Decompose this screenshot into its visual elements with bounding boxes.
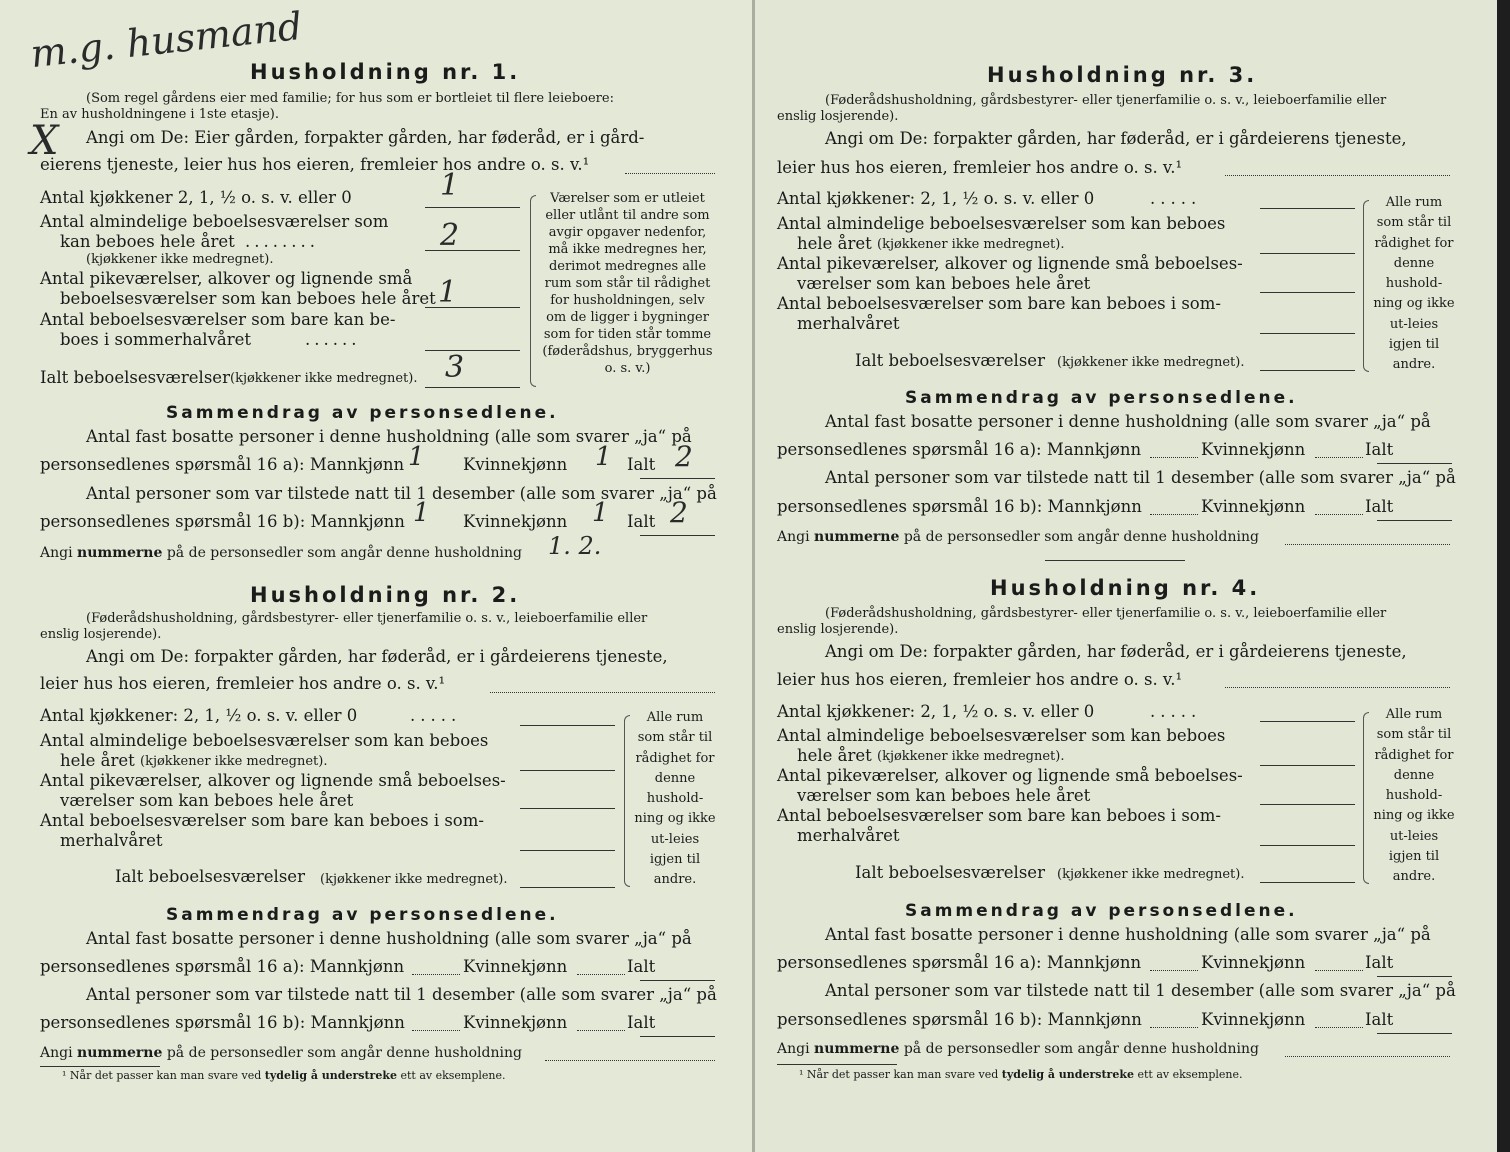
h2-note-line2: enslig losjerende). [40,627,162,642]
h2-ask-line2: leier hus hos eieren, fremleier hos andre o. s. v.¹ [40,674,446,693]
h2-16a-female-label: Kvinnekjønn [463,957,568,976]
h1-ask-line2: eierens tjeneste, leier hus hos eieren, fremleier hos andre o. s. v.¹ [40,155,590,174]
h4-sum-b-line1: Antal personer som var tilstede natt til 1 desember (alle som svarer „ja“ på [825,981,1456,1000]
h2-sum-a-line1: Antal fast bosatte personer i denne husholdning (alle som svarer „ja“ på [86,929,692,948]
h2-rooms-line1: Antal almindelige beboelsesværelser som kan beboes [40,731,489,750]
h3-16b-total-label: Ialt [1365,497,1394,516]
h3-16a-total-label: Ialt [1365,440,1394,459]
h1-16b-male: 1 [413,498,430,528]
h2-note-line1: (Føderådshusholdning, gårdsbestyrer- eller tjenerfamilie o. s. v., leieboerfamilie eller [86,611,648,626]
h1-sum-title: Sammendrag av personsedlene. [166,403,559,423]
h4-rooms-note: (kjøkkener ikke medregnet). [877,749,1065,764]
h2-total-note: (kjøkkener ikke medregnet). [320,872,508,887]
h1-numbers-line: Angi nummerne på de personsedler som angår denne husholdning [40,545,522,561]
h1-summer-line1: Antal beboelsesværelser som bare kan be- [40,310,396,329]
h4-16b-total-label: Ialt [1365,1010,1394,1029]
h2-title: Husholdning nr. 2. [250,583,521,607]
h3-total-note: (kjøkkener ikke medregnet). [1057,355,1245,370]
h4-note-line1: (Føderådshusholdning, gårdsbestyrer- eller tjenerfamilie o. s. v., leieboerfamilie eller [825,606,1387,621]
h2-sum-title: Sammendrag av personsedlene. [166,905,559,925]
h4-side-note: Alle rum som står til rådighet for denne hushold-ning og ikke ut-leies igjen til andre. [1373,707,1455,885]
h3-total-label: Ialt beboelsesværelser [855,351,1045,370]
h4-rooms-line1: Antal almindelige beboelsesværelser som kan beboes [777,726,1226,745]
h2-sum-b-line1: Antal personer som var tilstede natt til 1 desember (alle som svarer „ja“ på [86,985,717,1004]
h1-total-label: Ialt beboelsesværelser [40,368,230,387]
h1-note-line2: En av husholdningene i 1ste etasje). [40,107,279,122]
h2-maid-line1: Antal pikeværelser, alkover og lignende små beboelses- [40,771,506,790]
h1-sum-b-line2: personsedlenes spørsmål 16 b): Mannkjønn [40,512,405,531]
h3-rooms-note: (kjøkkener ikke medregnet). [877,237,1065,252]
h1-16b-female: 1 [592,498,609,528]
h3-rooms-line2: hele året [797,234,872,253]
h3-numbers-line: Angi nummerne på de personsedler som angår denne husholdning [777,529,1259,545]
h3-note-line2: enslig losjerende). [777,109,899,124]
h4-16a-female-label: Kvinnekjønn [1201,953,1306,972]
h2-summer-line1: Antal beboelsesværelser som bare kan beboes i som- [40,811,484,830]
handwritten-header: m.g. husmand [28,3,305,77]
h3-maid-line1: Antal pikeværelser, alkover og lignende små beboelses- [777,254,1243,273]
h1-16b-total: 2 [670,496,688,529]
h1-16b-female-label: Kvinnekjønn [463,512,568,531]
h2-maid-line2: værelser som kan beboes hele året [60,791,354,810]
h4-rooms-line2: hele året [797,746,872,765]
h1-16a-female-label: Kvinnekjønn [463,455,568,474]
h3-rooms-line1: Antal almindelige beboelsesværelser som kan beboes [777,214,1226,233]
h3-kitchens-label: Antal kjøkkener: 2, 1, ½ o. s. v. eller 0 [777,189,1095,208]
h1-16b-total-label: Ialt [627,512,656,531]
right-footnote: ¹ Når det passer kan man svare ved tydelig å understreke ett av eksemplene. [799,1068,1243,1081]
h3-title: Husholdning nr. 3. [987,63,1258,87]
h3-ask-line2: leier hus hos eieren, fremleier hos andre o. s. v.¹ [777,158,1183,177]
h1-rooms-note: (kjøkkener ikke medregnet). [86,252,274,267]
h4-ask-line1: Angi om De: forpakter gården, har føderåd, er i gårdeierens tjeneste, [825,642,1407,661]
h4-kitchens-label: Antal kjøkkener: 2, 1, ½ o. s. v. eller 0 [777,702,1095,721]
h4-total-label: Ialt beboelsesværelser [855,863,1045,882]
h1-16a-total-label: Ialt [627,455,656,474]
h3-maid-line2: værelser som kan beboes hele året [797,274,1091,293]
h1-ask-line1: Angi om De: Eier gården, forpakter gården, har føderåd, er i gård- [86,128,645,147]
h1-handwritten-mark: X [30,118,59,164]
h3-sum-b-line2: personsedlenes spørsmål 16 b): Mannkjønn [777,497,1142,516]
h1-side-note: Værelser som er utleiet eller utlånt til andre som avgir opgaver nedenfor, må ikke medregnes her, derimot medregnes alle rum som står til rådighet for husholdningen, selv om de ligger i bygninger som for tiden står tomme (føderådshus, bryggerhus o. s. v.) [542,191,713,376]
h4-16b-female-label: Kvinnekjønn [1201,1010,1306,1029]
h1-total-value: 3 [445,350,465,385]
h1-rooms-line2: kan beboes hele året [60,232,235,251]
h1-maid-line2: beboelsesværelser som kan beboes hele året [60,289,436,308]
h4-title: Husholdning nr. 4. [990,576,1261,600]
h2-numbers-line: Angi nummerne på de personsedler som angår denne husholdning [40,1045,522,1061]
h3-sum-b-line1: Antal personer som var tilstede natt til 1 desember (alle som svarer „ja“ på [825,468,1456,487]
h1-rooms-line1: Antal almindelige beboelsesværelser som [40,212,389,231]
h4-summer-line1: Antal beboelsesværelser som bare kan beboes i som- [777,806,1221,825]
h3-sum-title: Sammendrag av personsedlene. [905,388,1298,408]
h3-summer-line2: merhalvåret [797,314,900,333]
h2-sum-a-line2: personsedlenes spørsmål 16 a): Mannkjønn [40,957,405,976]
h1-title: Husholdning nr. 1. [250,60,521,84]
h1-note-line1: (Som regel gårdens eier med familie; for hus som er bortleiet til flere leieboere: [86,91,614,106]
h4-sum-b-line2: personsedlenes spørsmål 16 b): Mannkjønn [777,1010,1142,1029]
h4-numbers-line: Angi nummerne på de personsedler som angår denne husholdning [777,1041,1259,1057]
h1-kitchens-value: 1 [440,168,460,203]
h2-16a-total-label: Ialt [627,957,656,976]
h3-ask-line1: Angi om De: forpakter gården, har føderåd, er i gårdeierens tjeneste, [825,129,1407,148]
h2-ask-line1: Angi om De: forpakter gården, har føderåd, er i gårdeierens tjeneste, [86,647,668,666]
h1-maid-value: 1 [438,275,458,310]
h1-numbers-value: 1. 2. [548,532,602,560]
h1-kitchens-label: Antal kjøkkener 2, 1, ½ o. s. v. eller 0 [40,188,352,207]
left-footnote: ¹ Når det passer kan man svare ved tydelig å understreke ett av eksemplene. [62,1069,506,1082]
h2-side-note: Alle rum som står til rådighet for denne hushold-ning og ikke ut-leies igjen til andre. [634,710,716,888]
h4-sum-a-line1: Antal fast bosatte personer i denne husholdning (alle som svarer „ja“ på [825,925,1431,944]
h4-ask-line2: leier hus hos eieren, fremleier hos andre o. s. v.¹ [777,670,1183,689]
h3-sum-a-line1: Antal fast bosatte personer i denne husholdning (alle som svarer „ja“ på [825,412,1431,431]
h1-16a-total: 2 [675,440,693,473]
h4-sum-a-line2: personsedlenes spørsmål 16 a): Mannkjønn [777,953,1142,972]
h4-maid-line1: Antal pikeværelser, alkover og lignende små beboelses- [777,766,1243,785]
h4-note-line2: enslig losjerende). [777,622,899,637]
h2-sum-b-line2: personsedlenes spørsmål 16 b): Mannkjønn [40,1013,405,1032]
h2-summer-line2: merhalvåret [60,831,163,850]
h1-16a-male: 1 [408,442,425,472]
h3-sum-a-line2: personsedlenes spørsmål 16 a): Mannkjønn [777,440,1142,459]
h1-sum-b-line1: Antal personer som var tilstede natt til 1 desember (alle som svarer „ja“ på [86,484,717,503]
h3-16a-female-label: Kvinnekjønn [1201,440,1306,459]
h1-sum-a-line1: Antal fast bosatte personer i denne husholdning (alle som svarer „ja“ på [86,427,692,446]
h3-note-line1: (Føderådshusholdning, gårdsbestyrer- eller tjenerfamilie o. s. v., leieboerfamilie eller [825,93,1387,108]
h3-side-note: Alle rum som står til rådighet for denne hushold-ning og ikke ut-leies igjen til andre. [1373,195,1455,373]
h4-sum-title: Sammendrag av personsedlene. [905,901,1298,921]
h1-16a-female: 1 [595,442,612,472]
h1-summer-line2: boes i sommerhalvåret [60,330,252,349]
h4-summer-line2: merhalvåret [797,826,900,845]
h2-kitchens-label: Antal kjøkkener: 2, 1, ½ o. s. v. eller 0 [40,706,358,725]
h2-16b-total-label: Ialt [627,1013,656,1032]
h1-sum-a-line2: personsedlenes spørsmål 16 a): Mannkjønn [40,455,405,474]
h1-total-note: (kjøkkener ikke medregnet). [230,371,418,386]
h2-16b-female-label: Kvinnekjønn [463,1013,568,1032]
h4-total-note: (kjøkkener ikke medregnet). [1057,867,1245,882]
h2-total-label: Ialt beboelsesværelser [115,867,305,886]
h1-maid-line1: Antal pikeværelser, alkover og lignende små [40,269,413,288]
h3-16b-female-label: Kvinnekjønn [1201,497,1306,516]
right-page: Husholdning nr. 3. (Føderådshusholdning, gårdsbestyrer- eller tjenerfamilie o. s. v., leieboerfamilie eller enslig losjerende). Angi om De: forpakter gården, har føderåd, er i gårdeierens tjeneste, leier hus hos eieren, fremleier hos andre o. s. v.¹ Antal kjøkkener: 2, 1, ½ o. s. v. eller 0 ..... Antal almindelige beboelsesværelser som kan beboes hele året (kjøkkener ikke medregnet). Antal pikeværelser, alkover og lignende små beboelses- værelser som kan beboes hele året Antal beboelsesværelser som bare kan beboes i som- merhalvåret Ialt beboelsesværelser (kjøkkener ikke medregnet). Alle rum som står til rådighet for denne hushold-ning og ikke ut-leies igjen til andre. Sammendrag av personsedlene. Antal fast bosatte personer i denne husholdning (alle som svarer „ja“ på personsedlenes spørsmål 16 a): Mannkjønn Kvinnekjønn Ialt Antal personer som var tilstede natt til 1 desember (alle som svarer „ja“ på personsedlenes spørsmål 16 b): Mannkjønn Kvinnekjønn Ialt Angi nummerne på de personsedler som angår denne husholdning Husholdning nr. 4. (Føderådshusholdning, gårdsbestyrer- eller tjenerfamilie o. s. v., leieboerfamilie eller enslig losjerende). Angi om De: forpakter gården, har føderåd, er i gårdeierens tjeneste, leier hus hos eieren, fremleier hos andre o. s. v.¹ Antal kjøkkener: 2, 1, ½ o. s. v. eller 0 ..... Antal almindelige beboelsesværelser som kan beboes hele året (kjøkkener ikke medregnet). Antal pikeværelser, alkover og lignende små beboelses- værelser som kan beboes hele året Antal beboelsesværelser som bare kan beboes i som- merhalvåret Ialt beboelsesværelser (kjøkkener ikke medregnet). Alle rum som står til rådighet for denne hushold-ning og ikke ut-leies igjen til andre. Sammendrag av personsedlene. Antal fast bosatte personer i denne husholdning (alle som svarer „ja“ på personsedlenes spørsmål 16 a): Mannkjønn Kvinnekjønn Ialt Antal personer som var tilstede natt til 1 desember (alle som svarer „ja“ på personsedlenes spørsmål 16 b): Mannkjønn Kvinnekjønn Ialt Angi nummerne på de personsedler som angår denne husholdning ¹ Når det passer kan man svare ved tydelig å understreke ett av eksemplene. [755,0,1497,1152]
h4-maid-line2: værelser som kan beboes hele året [797,786,1091,805]
h2-rooms-line2: hele året [60,751,135,770]
left-page: m.g. husmand Husholdning nr. 1. (Som regel gårdens eier med familie; for hus som er bortleiet til flere leieboere: En av husholdningene i 1ste etasje). X Angi om De: Eier gården, forpakter gården, har føderåd, er i gård- eierens tjeneste, leier hus hos eieren, fremleier hos andre o. s. v.¹ Antal kjøkkener 2, 1, ½ o. s. v. eller 0 1 Antal almindelige beboelsesværelser som kan beboes hele året ........ (kjøkkener ikke medregnet). 2 Antal pikeværelser, alkover og lignende små beboelsesværelser som kan beboes hele året 1 Antal beboelsesværelser som bare kan be- boes i sommerhalvåret ...... Ialt beboelsesværelser (kjøkkener ikke medregnet). 3 Værelser som er utleiet eller utlånt til andre som avgir opgaver nedenfor, må ikke medregnes her, derimot medregnes alle rum som står til rådighet for husholdningen, selv om de ligger i bygninger som for tiden står tomme (føderådshus, bryggerhus o. s. v.) Sammendrag av personsedlene. Antal fast bosatte personer i denne husholdning (alle som svarer „ja“ på personsedlenes spørsmål 16 a): Mannkjønn 1 Kvinnekjønn 1 Ialt 2 Antal personer som var tilstede natt til 1 desember (alle som svarer „ja“ på personsedlenes spørsmål 16 b): Mannkjønn 1 Kvinnekjønn 1 Ialt 2 Angi nummerne på de personsedler som angår denne husholdning 1. 2. Husholdning nr. 2. (Føderådshusholdning, gårdsbestyrer- eller tjenerfamilie o. s. v., leieboerfamilie eller enslig losjerende). Angi om De: forpakter gården, har føderåd, er i gårdeierens tjeneste, leier hus hos eieren, fremleier hos andre o. s. v.¹ Antal kjøkkener: 2, 1, ½ o. s. v. eller 0 ..... Antal almindelige beboelsesværelser som kan beboes hele året (kjøkkener ikke medregnet). Antal pikeværelser, alkover og lignende små beboelses- værelser som kan beboes hele året Antal beboelsesværelser som bare kan beboes i som- merhalvåret Ialt beboelsesværelser (kjøkkener ikke medregnet). Alle rum som står til rådighet for denne hushold-ning og ikke ut-leies igjen til andre. Sammendrag av personsedlene. Antal fast bosatte personer i denne husholdning (alle som svarer „ja“ på personsedlenes spørsmål 16 a): Mannkjønn Kvinnekjønn Ialt Antal personer som var tilstede natt til 1 desember (alle som svarer „ja“ på personsedlenes spørsmål 16 b): Mannkjønn Kvinnekjønn Ialt Angi nummerne på de personsedler som angår denne husholdning ¹ Når det passer kan man svare ved tydelig å understreke ett av eksemplene. [0,0,752,1152]
h3-summer-line1: Antal beboelsesværelser som bare kan beboes i som- [777,294,1221,313]
h4-16a-total-label: Ialt [1365,953,1394,972]
h2-rooms-note: (kjøkkener ikke medregnet). [140,754,328,769]
h1-rooms-value: 2 [440,218,460,253]
